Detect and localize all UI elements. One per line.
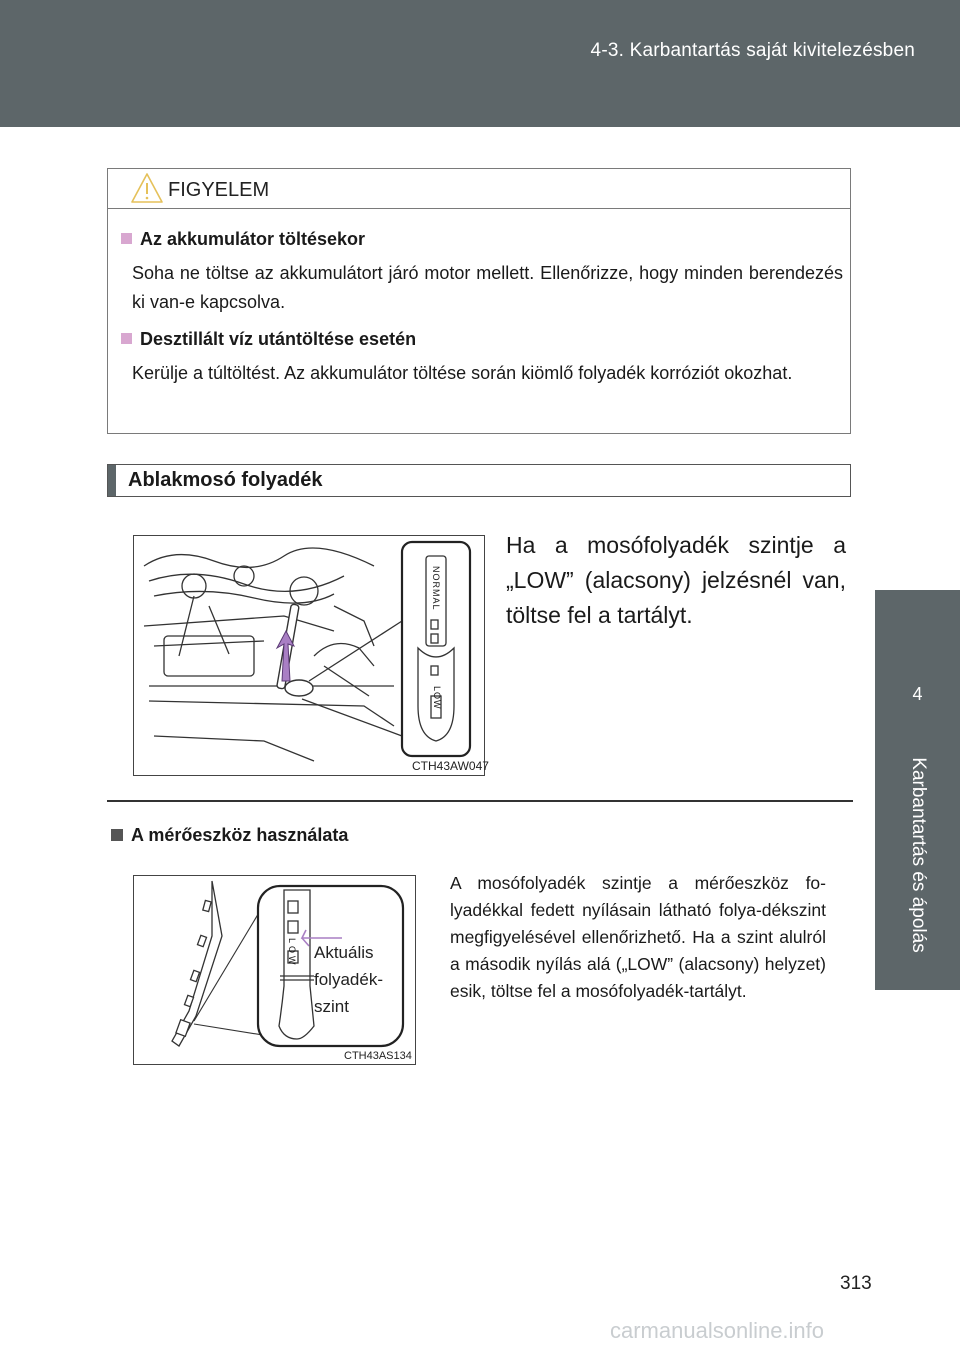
watermark-text: carmanualsonline.info: [610, 1318, 825, 1343]
section-intro: Ha a mosófolyadék szintje a „LOW” (alacsony) jelzésnél van, töltse fel a tartályt.: [506, 532, 846, 628]
reservoir-figure: [133, 535, 489, 776]
chapter-label: Karbantartás és ápolás: [907, 757, 929, 953]
dipstick-low-label: LOW: [432, 686, 442, 710]
section-accent: [108, 465, 116, 496]
page-number: 313: [840, 1273, 872, 1294]
current-level-annotation: Aktuális folyadék- szint: [314, 943, 383, 1016]
page-header: [0, 0, 960, 127]
bullet-square-icon: [121, 233, 132, 244]
warning-header: [108, 169, 850, 209]
subsection-body: A mosófolyadék szintje a mérőeszköz fo-lyadékkal fedett nyílásain látható folya-dékszint megfigyelésével ellenőrizhető. Ha a szint alulról a második nyílás alá („LOW” (alacsony) helyzet) esik, töltse fel a mosófolyadék-tartályt.: [450, 873, 826, 1001]
section-heading-bar: [107, 464, 851, 497]
subsection-heading: A mérőeszköz használata: [111, 825, 348, 846]
chapter-breadcrumb: 4-3. Karbantartás saját kivitelezésben: [590, 40, 915, 61]
figure-caption: CTH43AW047: [412, 759, 489, 773]
warning-item-text: Kerülje a túltöltést. Az akkumulátor töltése során kiömlő folyadék korróziót okozhat.: [132, 363, 793, 383]
figure-caption: CTH43AS134: [344, 1050, 412, 1062]
warning-item-text: Soha ne töltse az akkumulátort járó motor mellett. Ellenőrizze, hogy minden berendezés ki van-e kapcsolva.: [132, 263, 843, 312]
bullet-square-icon: [111, 829, 123, 841]
warning-box: [107, 168, 851, 434]
gauge-low-label: LOW: [287, 938, 297, 968]
bullet-square-icon: [121, 333, 132, 344]
chapter-number: 4: [912, 684, 923, 704]
warning-item-heading: Desztillált víz utántöltése esetén: [121, 329, 416, 350]
section-divider: [107, 800, 853, 802]
section-title: Ablakmosó folyadék: [128, 469, 323, 491]
warning-triangle-icon: [130, 171, 164, 205]
warning-item-heading: Az akkumulátor töltésekor: [121, 229, 365, 250]
chapter-side-tab: [875, 590, 960, 990]
warning-title: FIGYELEM: [168, 179, 270, 201]
dipstick-normal-label: NORMAL: [431, 566, 441, 611]
